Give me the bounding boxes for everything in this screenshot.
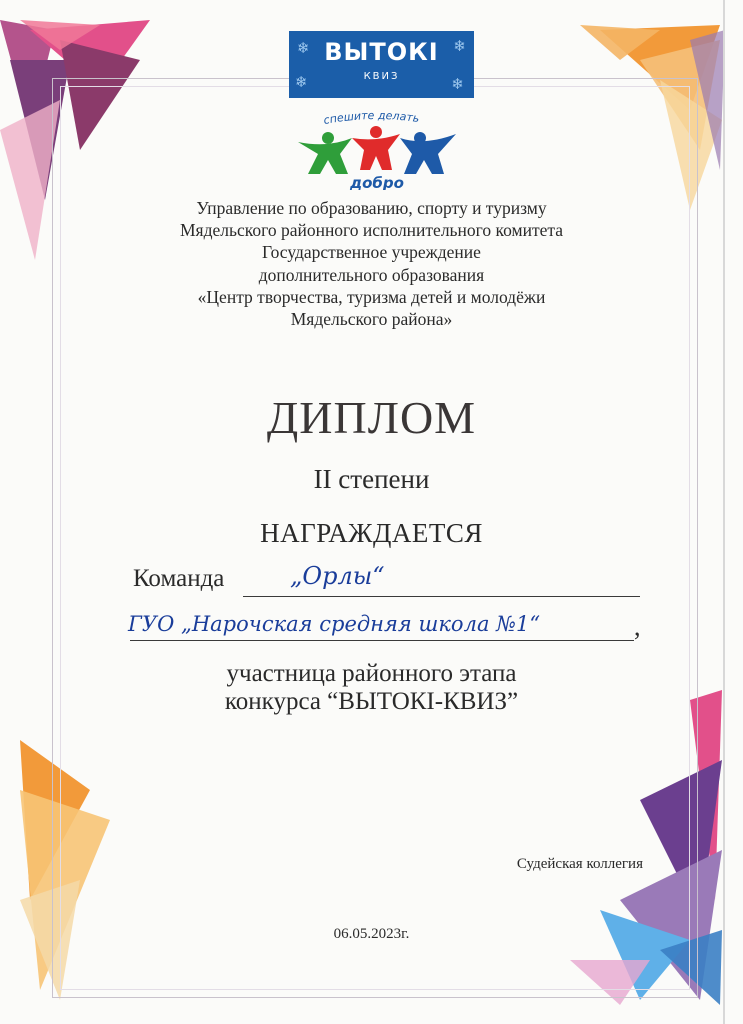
organization-line: Государственное учреждение [262, 242, 481, 263]
organization-line: Управление по образованию, спорту и туризму [196, 198, 547, 218]
organization-line: «Центр творчества, туризма детей и молодёжи [197, 286, 546, 307]
organization-line: дополнительного образования [258, 264, 485, 285]
diploma-date: 06.05.2023г. [333, 926, 410, 942]
team-name-handwritten: „Орлы“ [290, 562, 385, 590]
organization-block [0, 197, 743, 330]
organization-line: Мядельского района» [290, 309, 453, 330]
snowflake-icon: ❄ [297, 39, 310, 57]
trailing-comma: , [634, 612, 641, 641]
slogan-bottom-text: добро [350, 174, 404, 190]
snowflake-icon: ❄ [295, 73, 308, 91]
snowflake-icon: ❄ [453, 37, 466, 55]
diploma-degree: II степени [313, 464, 430, 494]
team-name-underline [243, 596, 640, 597]
awarded-heading: НАГРАЖДАЕТСЯ [260, 518, 483, 548]
people-logo-icon [292, 108, 462, 190]
school-underline [130, 640, 634, 641]
logo-sub-text: КВИЗ [363, 71, 400, 82]
participation-line: участница районного этапа [226, 660, 517, 687]
school-handwritten: ГУО „Нарочская средняя школа №1“ [128, 612, 541, 636]
jury-signature-label: Судейская коллегия [516, 856, 643, 872]
organization-line: Мядельского районного исполнительного комитета [179, 220, 564, 241]
participation-block [0, 660, 743, 716]
participation-line: конкурса “ВЫТОКІ-КВИЗ” [224, 688, 519, 715]
diploma-title: ДИПЛОМ [266, 392, 477, 443]
team-label: Команда [133, 565, 225, 592]
slogan-top-text: спешите делать [322, 108, 421, 128]
logo-main-text: ВЫТОКІ [324, 38, 439, 66]
vytoki-kviz-logo [289, 31, 474, 98]
snowflake-icon: ❄ [451, 75, 464, 93]
